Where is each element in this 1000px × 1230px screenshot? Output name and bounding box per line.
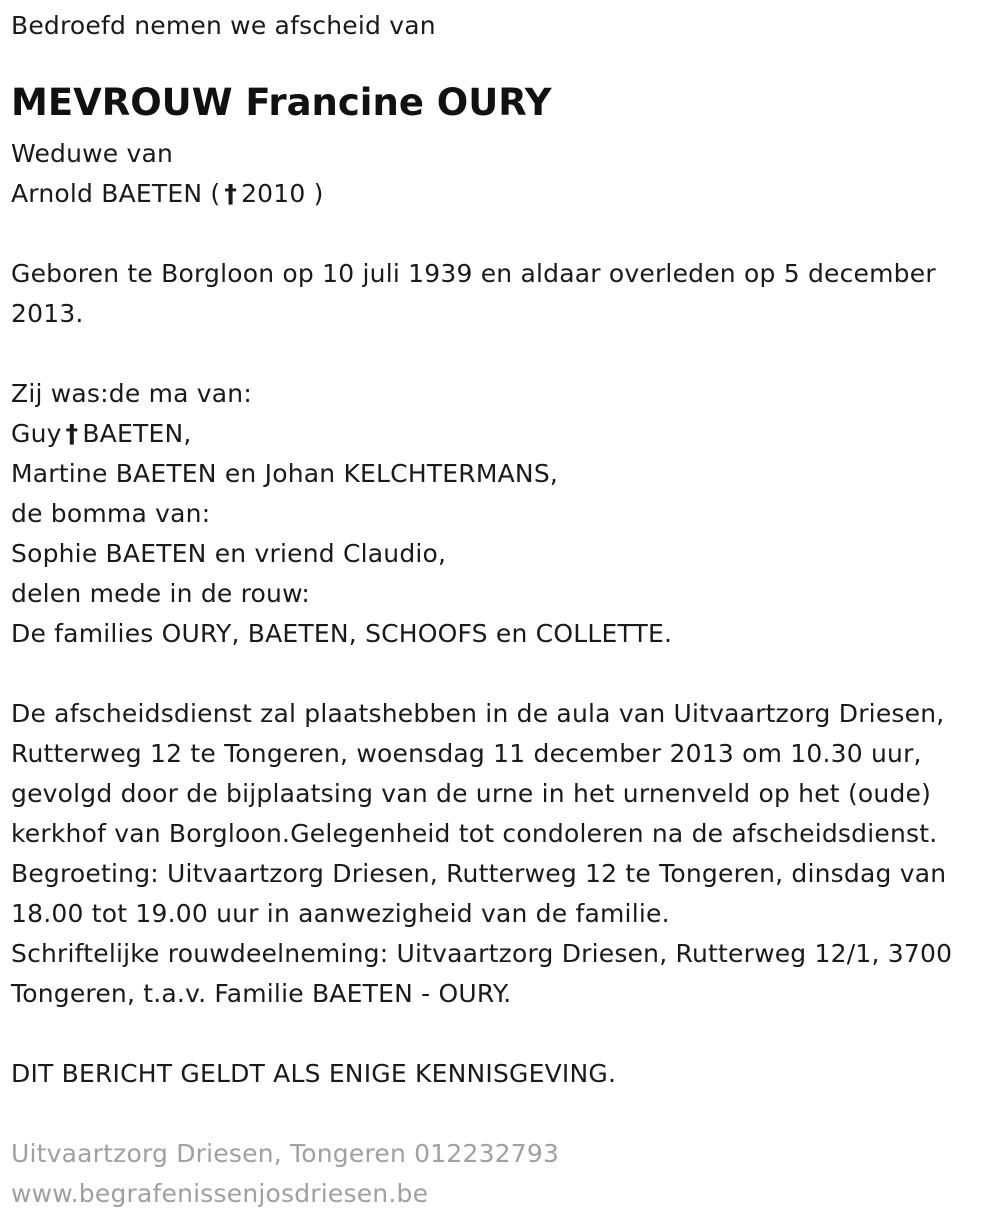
spouse-line (11, 174, 996, 214)
mother-of-label: Zij was:de ma van: (11, 379, 252, 408)
service-line-1: De afscheidsdienst zal plaatshebben in de aula van Uitvaartzorg Driesen, (11, 699, 945, 728)
birth-death-line-2: 2013. (11, 299, 84, 328)
service-line-8: Tongeren, t.a.v. Familie BAETEN - OURY. (11, 979, 512, 1008)
service-line-2: Rutterweg 12 te Tongeren, woensdag 11 december 2013 om 10.30 uur, (11, 739, 922, 768)
grandmother-of-label: de bomma van: (11, 499, 211, 528)
child-1-first-name: Guy (11, 419, 62, 448)
spacer (11, 1094, 996, 1134)
spacer (11, 334, 996, 374)
grandchild: Sophie BAETEN en vriend Claudio, (11, 539, 447, 568)
obituary-notice (11, 6, 996, 1214)
service-line-7: Schriftelijke rouwdeelneming: Uitvaartzorg Driesen, Rutterweg 12/1, 3700 (11, 939, 953, 968)
service-line-4: kerkhof van Borgloon.Gelegenheid tot condoleren na de afscheidsdienst. (11, 819, 938, 848)
website-link[interactable]: www.begrafenissenjosdriesen.be (11, 1179, 429, 1208)
widow-of-label: Weduwe van (11, 139, 174, 168)
service-line-5: Begroeting: Uitvaartzorg Driesen, Rutterweg 12 te Tongeren, dinsdag van (11, 859, 947, 888)
spacer (11, 654, 996, 694)
deceased-name: MEVROUW Francine OURY (11, 81, 552, 124)
notice-line: DIT BERICHT GELDT ALS ENIGE KENNISGEVING. (11, 1059, 617, 1088)
service-line-3: gevolgd door de bijplaatsing van de urne in het urnenveld op het (oude) (11, 779, 932, 808)
spouse-death-year: 2010 ) (241, 179, 324, 208)
cross-icon: † (224, 179, 238, 208)
birth-death-line-1: Geboren te Borgloon op 10 juli 1939 en aldaar overleden op 5 december (11, 259, 936, 288)
child-2: Martine BAETEN en Johan KELCHTERMANS, (11, 459, 559, 488)
mourners-label: delen mede in de rouw: (11, 579, 311, 608)
child-1 (11, 414, 996, 454)
undertaker-contact: Uitvaartzorg Driesen, Tongeren 012232793 (11, 1139, 560, 1168)
spouse-name: Arnold BAETEN ( (11, 179, 221, 208)
service-line-6: 18.00 tot 19.00 uur in aanwezigheid van de familie. (11, 899, 670, 928)
spacer (11, 214, 996, 254)
cross-icon: † (65, 419, 79, 448)
intro-text: Bedroefd nemen we afscheid van (11, 11, 436, 40)
families-line: De families OURY, BAETEN, SCHOOFS en COLLETTE. (11, 619, 673, 648)
spacer (11, 1014, 996, 1054)
child-1-last-name: BAETEN, (82, 419, 192, 448)
